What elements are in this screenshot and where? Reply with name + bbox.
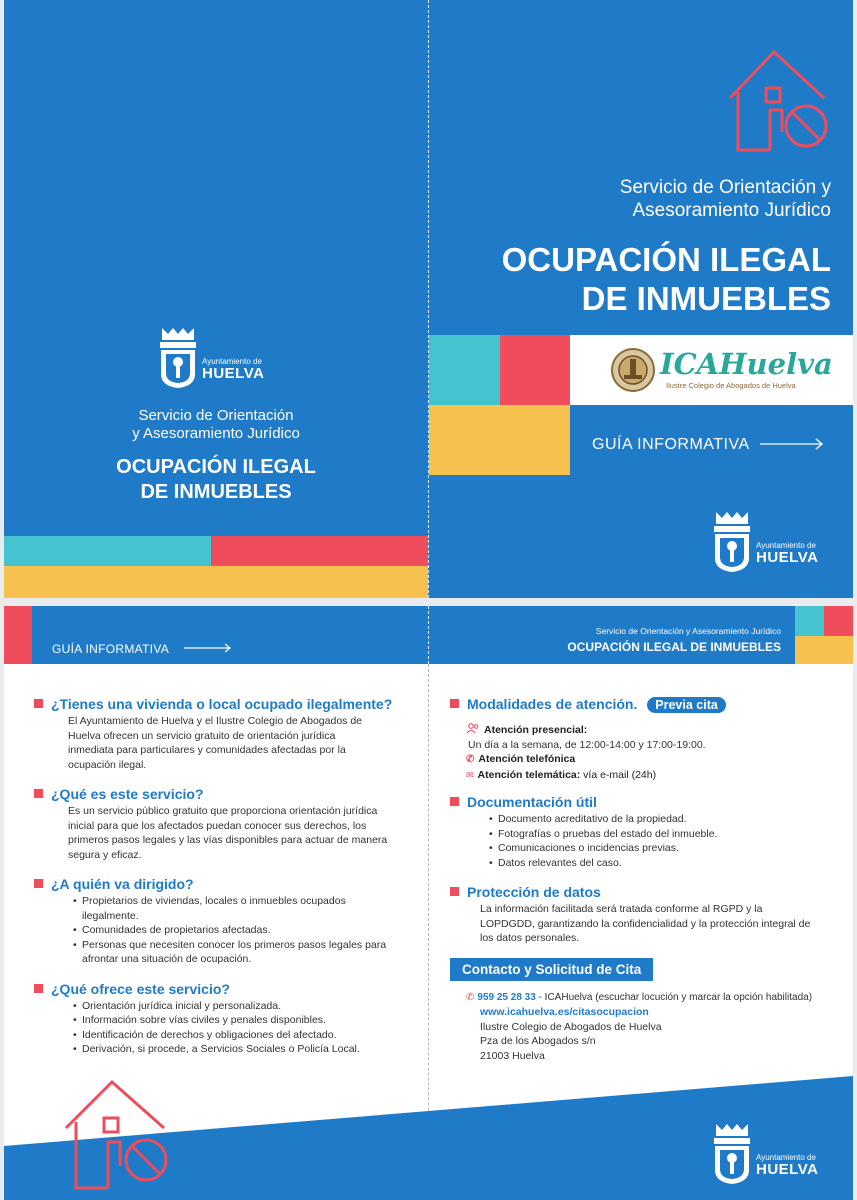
cover-guide-label: GUÍA INFORMATIVA (592, 436, 750, 453)
phone-icon: ✆ (466, 754, 475, 765)
huelva-logo-back-text: Ayuntamiento de HUELVA (202, 357, 265, 382)
ica-logo-panel (570, 335, 853, 405)
list-que-ofrece (68, 999, 412, 1057)
telefonica-row: ✆ Atención telefónica (466, 753, 576, 765)
cover-sheet (4, 0, 853, 598)
list-item: • Documento acreditativo de la propiedad. (498, 812, 840, 827)
people-icon (466, 723, 480, 734)
presencial-detail: Un día a la semana, de 12:00-14:00 y 17:00-19:00. (468, 738, 706, 751)
contact-addr1: Ilustre Colegio de Abogados de Huelva (480, 1020, 662, 1033)
cover-service-title: Servicio de Orientación y Asesoramiento Jurídico (619, 177, 831, 221)
inner-guide-label: GUÍA INFORMATIVA (52, 642, 170, 656)
ica-seal-icon (610, 347, 656, 393)
list-item: • Información sobre vías civiles y penales disponibles. (82, 1013, 412, 1028)
modalidades-list (466, 723, 840, 782)
huelva-logo-back (158, 326, 198, 395)
inner-service: Servicio de Orientación y Asesoramiento Jurídico (595, 626, 781, 636)
right-column (450, 696, 840, 1063)
color-block-teal (429, 335, 500, 405)
list-item: • Comunicaciones o incidencias previas. (498, 841, 840, 856)
inside-sheet (4, 606, 853, 1200)
list-item: • Identificación de derechos y obligaciones del afectado. (82, 1028, 412, 1043)
fold-line (428, 0, 429, 598)
section-title-ocupado: ¿Tienes una vivienda o local ocupado ilegalmente? (34, 696, 414, 712)
ica-logo-text: ICAHuelva (660, 347, 833, 381)
list-item: • Personas que necesiten conocer los primeros pasos legales para afrontar una situación de ocupación. (82, 938, 388, 967)
contact-phone-row: ✆ 959 25 28 33 - ICAHuelva (escuchar locución y marcar la opción habilitada) (466, 991, 813, 1003)
contact-addr3: 21003 Huelva (480, 1049, 545, 1062)
bar-yellow (4, 566, 428, 598)
section-title-modalidades: Modalidades de atención. Previa cita (450, 696, 840, 713)
contact-phone[interactable]: 959 25 28 33 (477, 991, 536, 1003)
huelva-shield-icon (712, 510, 752, 574)
list-item: • Derivación, si procede, a Servicios Sociales o Policía Local. (82, 1042, 412, 1057)
email-icon: ✉ (466, 769, 474, 780)
section-title-a-quien: ¿A quién va dirigido? (34, 876, 414, 892)
back-service-title: Servicio de Orientación y Asesoramiento Jurídico (132, 407, 300, 442)
section-title-que-ofrece: ¿Qué ofrece este servicio? (34, 981, 414, 997)
bar-red (211, 536, 428, 566)
bar-teal (4, 536, 211, 566)
section-body-que-es: Es un servicio público gratuito que proporciona orientación jurídica inicial para que los afectados puedan conocer sus derechos, los primeros pasos legales y las vías disponibles para actuar de manera segura y eficaz. (68, 805, 388, 861)
list-item: • Comunidades de propietarios afectadas. (82, 923, 388, 938)
house-prohibited-icon (724, 46, 834, 156)
ica-logo-sub: Ilustre Colegio de Abogados de Huelva (666, 381, 796, 390)
section-title-proteccion: Protección de datos (450, 884, 840, 900)
arrow-right-icon (760, 438, 824, 450)
inner-title: OCUPACIÓN ILEGAL DE INMUEBLES (567, 640, 781, 654)
section-body-ocupado: El Ayuntamiento de Huelva y el Ilustre Colegio de Abogados de Huelva ofrecen un servicio gratuito de orientación jurídica inmediata para particulares y comunidades afectadas por la ocupación ilegal. (68, 715, 362, 771)
huelva-logo-inside (712, 1122, 752, 1191)
list-item: • Datos relevantes del caso. (498, 856, 840, 871)
contact-addr2: Pza de los Abogados s/n (480, 1035, 596, 1047)
huelva-logo-inside-text: Ayuntamiento de HUELVA (756, 1153, 819, 1178)
contacto-title: Contacto y Solicitud de Cita (450, 958, 653, 981)
color-block-red (500, 335, 570, 405)
list-documentacion (484, 812, 840, 870)
cover-main-title: OCUPACIÓN ILEGAL DE INMUEBLES (501, 241, 831, 317)
presencial-row: Atención presencial: (466, 723, 840, 738)
huelva-logo-text: Ayuntamiento de HUELVA (756, 541, 819, 566)
previa-cita-badge: Previa cita (647, 697, 726, 713)
telematica-row: ✉ Atención telemática: vía e-mail (24h) (466, 768, 657, 781)
huelva-shield-icon (712, 1122, 752, 1186)
list-a-quien (68, 894, 388, 967)
section-title-documentacion: Documentación útil (450, 794, 840, 810)
phone-icon: ✆ (466, 991, 475, 1003)
left-column (34, 696, 414, 1057)
section-title-que-es: ¿Qué es este servicio? (34, 786, 414, 802)
huelva-shield-icon (158, 326, 198, 390)
list-item: • Orientación jurídica inicial y personalizada. (82, 999, 412, 1014)
list-item: • Fotografías o pruebas del estado del inmueble. (498, 827, 840, 842)
section-body-proteccion: La información facilitada será tratada conforme al RGPD y la LOPDGDD, garantizando la confidencialidad y la protección integral de los datos personales. (480, 903, 811, 944)
color-block-yellow (429, 405, 570, 475)
contact-url[interactable]: www.icahuelva.es/citasocupacion (480, 1006, 649, 1018)
back-main-title: OCUPACIÓN ILEGAL DE INMUEBLES (116, 456, 316, 503)
huelva-logo (712, 510, 752, 579)
list-item: • Propietarios de viviendas, locales o inmuebles ocupados ilegalmente. (82, 894, 388, 923)
house-prohibited-icon (60, 1076, 175, 1191)
contacto-details (466, 991, 840, 1064)
